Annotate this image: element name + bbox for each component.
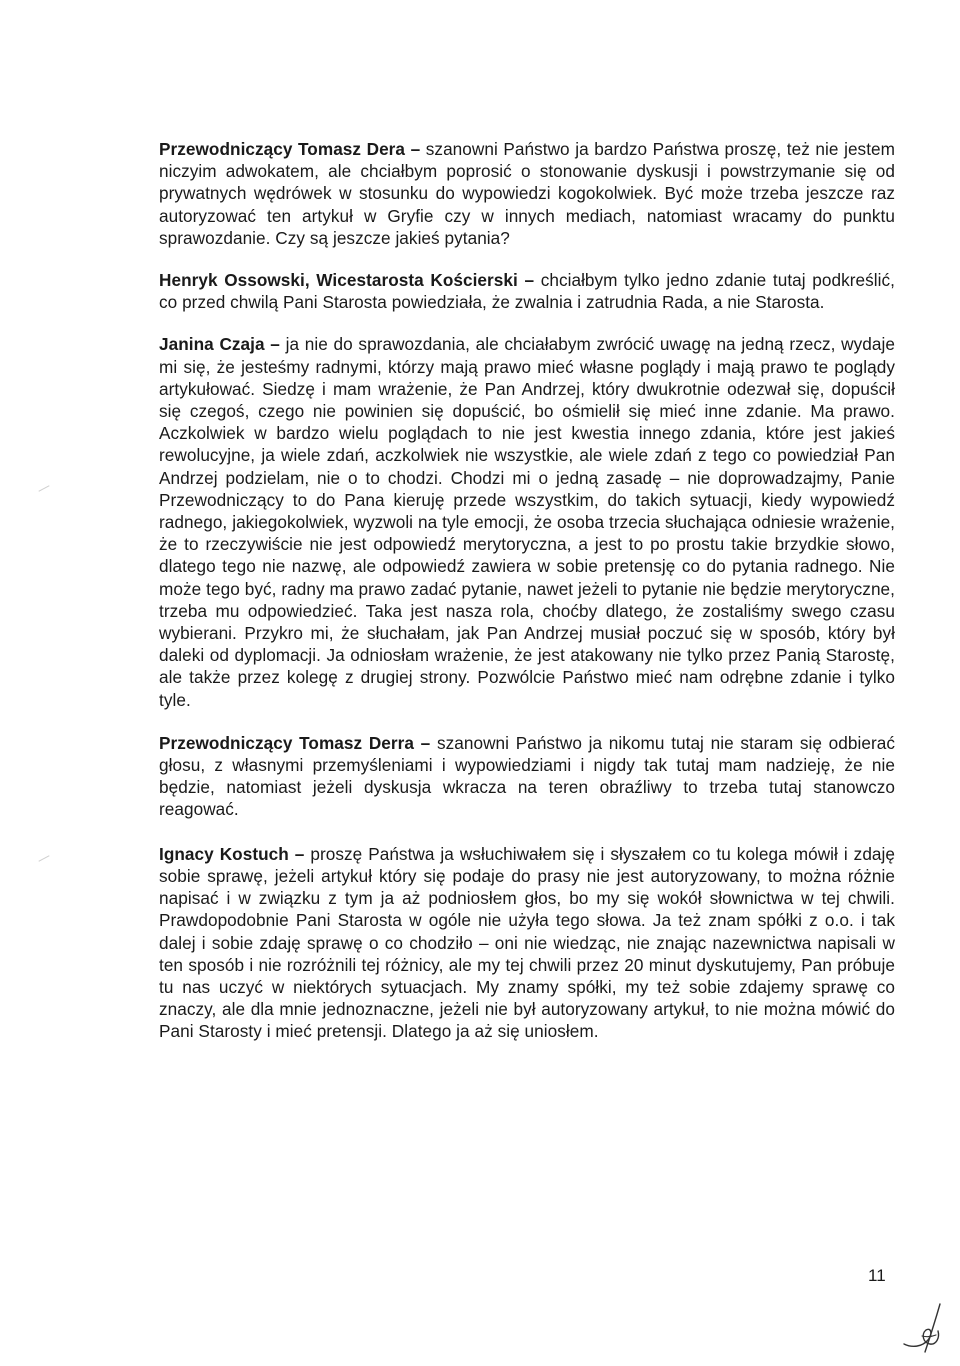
paragraph-text: proszę Państwa ja wsłuchiwałem się i słyszałem co tu kolega mówił i zdaję sobie sprawę, jeżeli artykuł który się podaje do prasy nie jest autoryzowany, to można różnie napisać i w związku z tym ja aż podniosłem głos, bo my się wokół słownictwa w tej chwili. Prawdopodobnie Pani Starosta w ogóle nie użyła tego słowa. Ja też znam spółki z o.o. i tak dalej i sobie zdaję sprawę o co chodziło – oni nie wiedząc, nie znając nazewnictwa napisali w ten sposób i nie rozróżnili tej różnicy, ale my tej chwili przez 20 minut dyskutujemy, Pan próbuje tu nas uczyć w niektórych sytuacjach. My znamy spółki, my też sobie zdajemy sprawę co znaczy, ale dla mnie jednoznaczne, jeżeli nie był autoryzowany artykuł, to nie można mówić do Pani Starosty i mieć pretensji. Dlatego ja aż się uniosłem.: [159, 843, 896, 1042]
margin-mark: [38, 485, 49, 492]
document-body: [159, 138, 895, 1065]
paragraph-text: ja nie do sprawozdania, ale chciałabym zwrócić uwagę na jedną rzecz, wydaje mi się, że jesteśmy radnymi, którzy mają prawo mieć własne poglądy i mają prawo te poglądy artykułować. Siedzę i mam wrażenie, że Pan Andrzej, który dwukrotnie odezwał się, dopuścił się czegoś, czego nie powinien się dopuścić, bo ośmielił się mieć inne zdanie. Ma prawo. Aczkolwiek w bardzo wielu poglądach to nie jest kwestia innego zdania, które jest jakieś rewolucyjne, ja wiele zdań, aczkolwiek nie wszystkie, ale wiele zdań z tego co powiedział Pan Andrzej podzielam, nie o to chodzi. Chodzi mi o jedną zasadę – nie doprowadzajmy, Panie Przewodniczący to do Pana kieruję przede wszystkim, do takich sytuacji, kiedy wypowiedź radnego, jakiegokolwiek, wyzwoli na tyle emocji, że osoba trzecia słuchająca odniesie wrażenie, że to rzeczywiście nie jest odpowiedź merytoryczna, a jest to po prostu takie brzydkie słowo, dlatego tego nie nazwę, ale odpowiedź zawiera w sobie pretensję co do pytania radnego. Nie może tego być, radny ma prawo zadać pytanie, nawet jeżeli to pytanie nie będzie merytoryczne, trzeba mu odpowiedzieć. Taka jest nasza rola, choćby dlatego, że zostaliśmy swego czasu wybierani. Przykro mi, że słuchałam, jak Pan Andrzej musiał poczuć się w sposób, który był daleki od dyplomacji. Ja odniosłam wrażenie, że jest atakowany nie tylko przez Panią Starostę, ale także przez kolegę z drugiej strony. Pozwólcie Państwo mieć nam odrębne zdanie i tylko tyle.: [159, 334, 895, 710]
paragraph-text: szanowni Państwo ja nikomu tutaj nie staram się odbierać głosu, z własnymi przemyśleniami i wypowiedziami i nigdy tak tutaj mam nadzieję, że nie będzie, natomiast jeżeli dyskusja wkracza na teren obraźliwy to trzeba tutaj stanowczo reagować.: [159, 732, 895, 820]
handwritten-initials-signature: [898, 1300, 950, 1360]
paragraph-text: chciałbym tylko jedno zdanie tutaj podkreślić, co przed chwilą Pani Starosta powiedziała, że zwalnia i zatrudnia Rada, a nie Starosta.: [159, 270, 895, 313]
speaker-name: Henryk Ossowski, Wicestarosta Kościerski –: [159, 270, 535, 291]
paragraph: [159, 732, 895, 821]
paragraph: [159, 138, 895, 249]
paragraph: [159, 333, 895, 710]
page-number: 11: [868, 1266, 886, 1285]
speaker-name: Przewodniczący Tomasz Dera –: [159, 139, 421, 159]
speaker-name: Janina Czaja –: [159, 334, 280, 355]
paragraph: [159, 843, 895, 1043]
speaker-name: Przewodniczący Tomasz Derra –: [159, 732, 431, 753]
margin-mark: [38, 855, 49, 862]
speaker-name: Ignacy Kostuch –: [159, 843, 305, 864]
paragraph-text: szanowni Państwo ja bardzo Państwa proszę, też nie jestem niczyim adwokatem, ale chciałbym poprosić o stonowanie dyskusji i powstrzymanie się od prywatnych wędrówek w stosunku do wypowiedzi kogokolwiek. Być może trzeba jeszcze raz autoryzować ten artykuł w Gryfie czy w innych mediach, natomiast wracamy do punktu sprawozdanie. Czy są jeszcze jakieś pytania?: [159, 139, 896, 248]
paragraph: [159, 269, 895, 313]
